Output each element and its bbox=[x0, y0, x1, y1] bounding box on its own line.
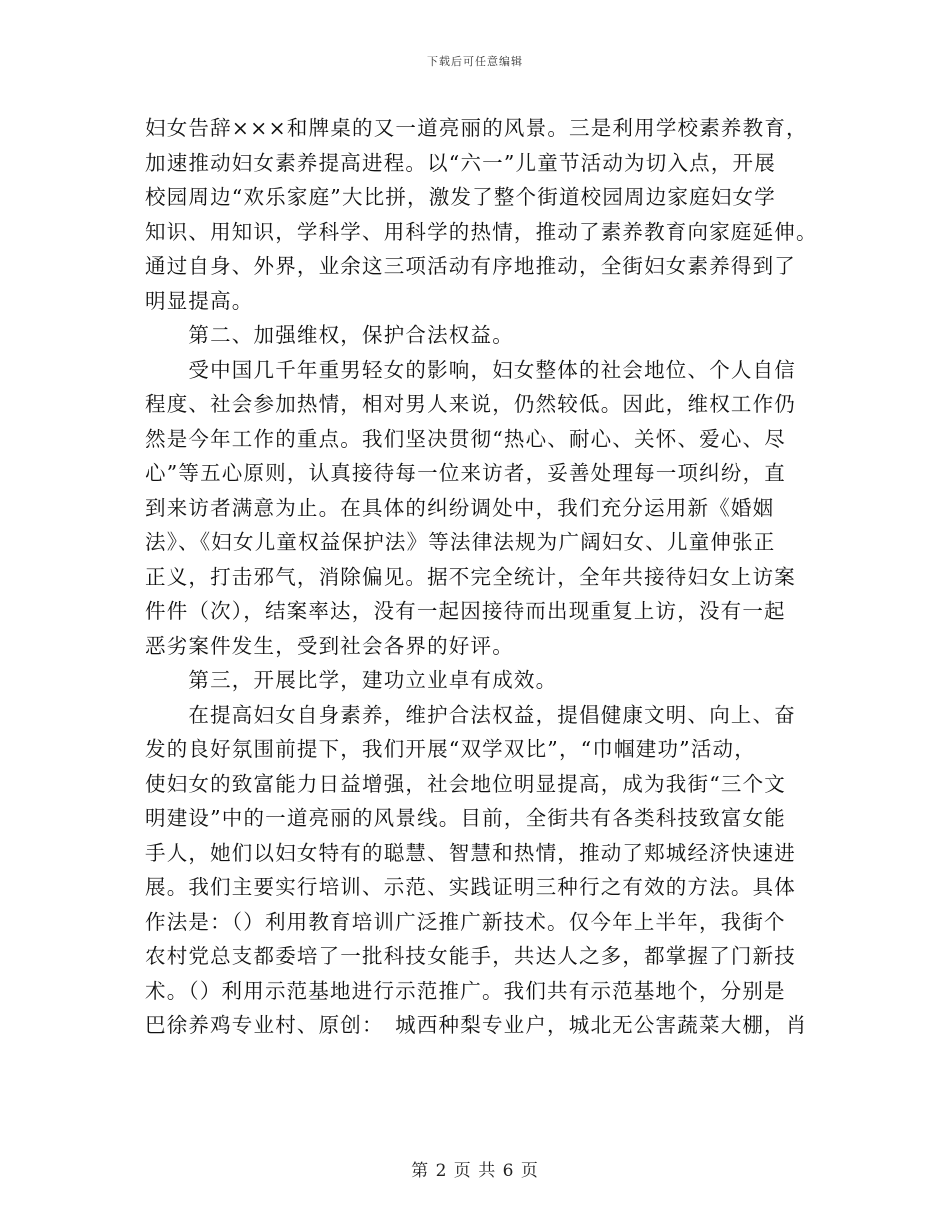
document-body bbox=[145, 111, 818, 1043]
section-heading: 第二、加强维权，保护合法权益。 bbox=[145, 323, 514, 347]
page-header: 下载后可任意编辑 bbox=[427, 55, 523, 68]
text-line: 到来访者满意为止。在具体的纠纷调处中，我们充分运用新《婚姻 bbox=[145, 495, 775, 520]
text-line: 妇女告辞×××和牌桌的又一道亮丽的风景。三是利用学校素养教育， bbox=[145, 116, 808, 140]
text-line: 展。我们主要实行培训、示范、实践证明三种行之有效的方法。具体 bbox=[145, 875, 796, 899]
text-line: 通过自身、外界，业余这三项活动有序地推动，全街妇女素养得到了 bbox=[145, 254, 796, 278]
section-heading: 第三，开展比学，建功立业卓有成效。 bbox=[145, 668, 558, 692]
text-line: 作法是：（）利用教育培训广泛推广新技术。仅今年上半年，我街个 bbox=[145, 909, 786, 934]
text-line: 法》、《妇女儿童权益保护法》等法律法规为广阔妇女、儿童伸张正 bbox=[145, 530, 776, 554]
text-line: 明建设”中的一道亮丽的风景线。目前，全街共有各类科技致富女能 bbox=[145, 806, 786, 830]
text-line: 恶劣案件发生，受到社会各界的好评。 bbox=[145, 633, 514, 658]
text-line: 正义，打击邪气，消除偏见。据不完全统计，全年共接待妇女上访案 bbox=[145, 564, 796, 589]
text-line: 巴徐养鸡专业村、原创： 城西种梨专业户，城北无公害蔬菜大棚，肖 bbox=[145, 1013, 808, 1037]
text-line: 在提高妇女自身素养，维护合法权益，提倡健康文明、向上、奋 bbox=[145, 702, 796, 727]
text-line: 加速推动妇女素养提高进程。以“六一”儿童节活动为切入点，开展 bbox=[145, 150, 776, 175]
text-line: 心”等五心原则，认真接待每一位来访者，妥善处理每一项纠纷，直 bbox=[145, 461, 786, 485]
text-line: 使妇女的致富能力日益增强，社会地位明显提高，成为我街“三个文 bbox=[145, 771, 786, 796]
text-line: 受中国几千年重男轻女的影响，妇女整体的社会地位、个人自信 bbox=[145, 357, 796, 382]
text-line: 知识、用知识，学科学、用科学的热情，推动了素养教育向家庭延伸。 bbox=[145, 219, 818, 244]
text-line: 然是今年工作的重点。我们坚决贯彻“热心、耐心、关怀、爱心、尽 bbox=[145, 426, 786, 451]
text-line: 校园周边“欢乐家庭”大比拼，激发了整个街道校园周边家庭妇女学 bbox=[145, 185, 776, 209]
text-line: 术。（）利用示范基地进行示范推广。我们共有示范基地个，分别是 bbox=[145, 978, 786, 1003]
text-line: 农村党总支都委培了一批科技女能手，共达人之多，都掌握了门新技 bbox=[145, 944, 796, 968]
text-line: 手人，她们以妇女特有的聪慧、智慧和热情，推动了郏城经济快速进 bbox=[145, 840, 796, 865]
text-line: 程度、社会参加热情，相对男人来说，仍然较低。因此，维权工作仍 bbox=[145, 392, 796, 416]
text-line: 发的良好氛围前提下，我们开展“双学双比”，“巾帼建功”活动， bbox=[145, 737, 756, 761]
page-number-footer: 第 2 页 共 6 页 bbox=[411, 1161, 539, 1181]
text-line: 件件（次），结案率达，没有一起因接待而出现重复上访，没有一起 bbox=[145, 599, 786, 623]
text-line: 明显提高。 bbox=[145, 288, 254, 313]
